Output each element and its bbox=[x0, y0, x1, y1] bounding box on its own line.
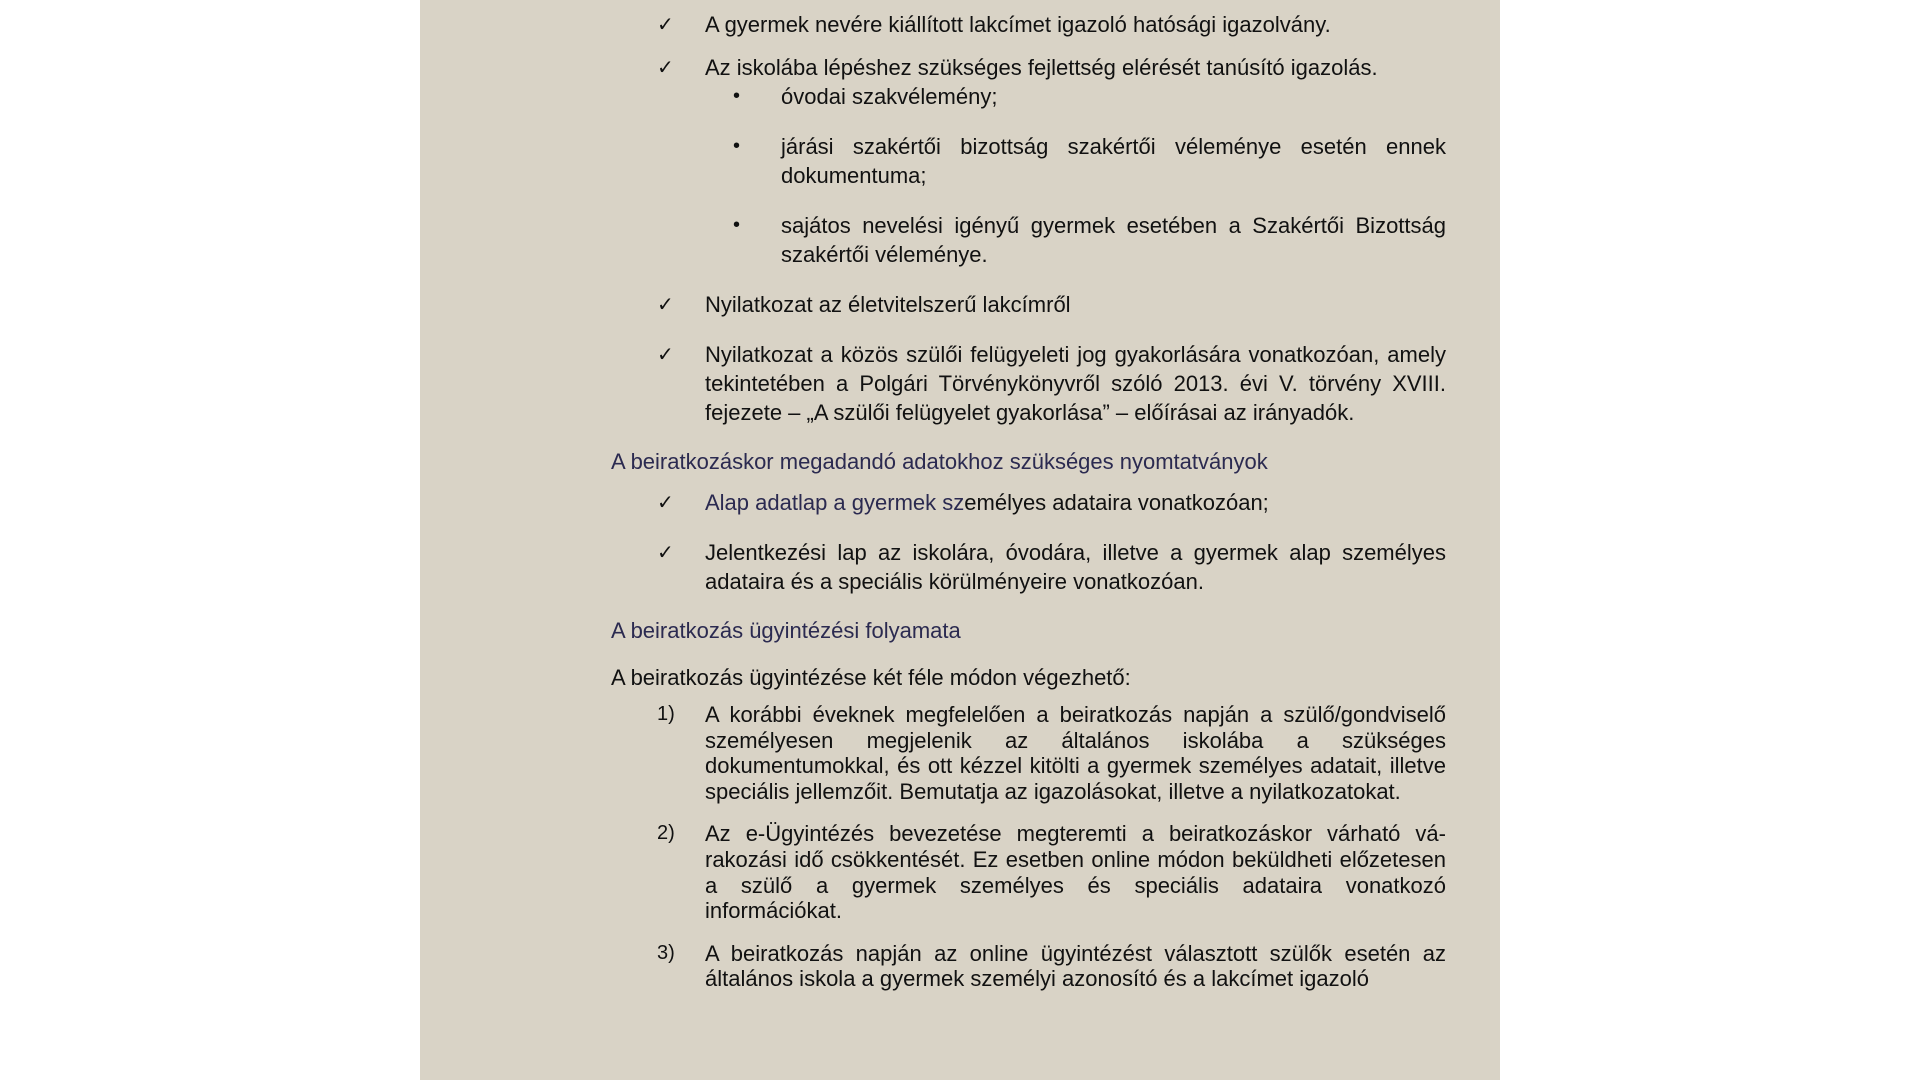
check-mark-icon: ✓ bbox=[657, 490, 674, 514]
list-item-text: Nyilatkozat az életvitelszerű lakcímről bbox=[705, 292, 1071, 317]
bullet-item bbox=[733, 82, 1446, 111]
check-mark-icon: ✓ bbox=[657, 292, 674, 316]
list-item-text: Nyilatkozat a közös szülői felügyeleti jog gyakorlására vonatkozóan, amely tekintetében a Polgári Törvénykönyvről szóló 2013. évi V. törvény XVIII. fejezete – „A szülői felügyelet gyakorlása” – előírásai az irányadók. bbox=[705, 342, 1446, 425]
list-item-text: A gyermek nevére kiállított lakcímet igazoló hatósági igazolvány. bbox=[705, 12, 1331, 37]
list-item bbox=[611, 340, 1446, 427]
list-item bbox=[611, 10, 1446, 39]
bullet-icon: • bbox=[733, 135, 741, 157]
list-item-text: emélyes adataira vonatkozóan; bbox=[964, 490, 1269, 515]
numbered-text: A beiratkozás napján az online ügyintézést választott szülők esetén az általános iskola a gyermek személyi azonosító és a lakcímet igazoló bbox=[705, 940, 1446, 992]
check-mark-icon: ✓ bbox=[657, 55, 674, 79]
bullet-text: járási szakértői bizottság szakértői véleménye esetén ennek dokumentuma; bbox=[781, 134, 1446, 188]
section-heading: A beiratkozás ügyintézési folyamata bbox=[611, 618, 961, 643]
bullet-list bbox=[611, 82, 1446, 269]
check-mark-icon: ✓ bbox=[657, 12, 674, 36]
intro-paragraph: A beiratkozás ügyintézése két féle módon végezhető: bbox=[611, 665, 1131, 690]
numbered-text: Az e-Ügyintézés bevezetése megteremti a beiratkozáskor várható várakozási idő csökkentését. Ez esetben online módon beküldheti előzetesen a szülő a gyermek személyes és speciális adataira vonatkozó információkat. bbox=[705, 821, 1446, 924]
document-content bbox=[611, 0, 1446, 992]
bullet-icon: • bbox=[733, 85, 741, 107]
list-item bbox=[611, 53, 1446, 82]
numbered-item bbox=[611, 821, 1446, 923]
check-mark-icon: ✓ bbox=[657, 342, 674, 366]
bullet-item bbox=[733, 132, 1446, 190]
item-number: 3) bbox=[657, 941, 675, 964]
list-item bbox=[611, 290, 1446, 319]
list-item-text: Jelentkezési lap az iskolára, óvodára, illetve a gyermek alap személyes adataira és a speciális körülményeire vonatkozóan. bbox=[705, 540, 1446, 594]
list-item-text-colored: Alap adatlap a gyermek sz bbox=[705, 490, 965, 515]
section-heading: A beiratkozáskor megadandó adatokhoz szükséges nyomtatványok bbox=[611, 449, 1268, 474]
list-item-text: Az iskolába lépéshez szükséges fejlettség elérését tanúsító igazolás. bbox=[705, 55, 1378, 80]
bullet-text: óvodai szakvélemény; bbox=[781, 84, 998, 109]
check-mark-icon: ✓ bbox=[657, 540, 674, 564]
list-item bbox=[611, 488, 1446, 517]
item-number: 2) bbox=[657, 822, 675, 845]
bullet-icon: • bbox=[733, 214, 741, 236]
list-item bbox=[611, 538, 1446, 596]
document-page bbox=[420, 0, 1500, 1080]
bullet-item bbox=[733, 211, 1446, 269]
numbered-item bbox=[611, 941, 1446, 992]
numbered-text: A korábbi éveknek megfelelően a beiratkozás napján a szülő/gondviselő személyesen megjelenik az általános iskolába a szükséges dokumentumokkal, és ott kézzel kitölti a gyermek személyes adatait, illetve speciális jellemzőit. Bemutatja az igazolásokat, illetve a nyilatkozatokat. bbox=[705, 702, 1446, 804]
numbered-item bbox=[611, 702, 1446, 804]
item-number: 1) bbox=[657, 703, 675, 725]
bullet-text: sajátos nevelési igényű gyermek esetében a Szakértői Bizottság szakértői véleménye. bbox=[781, 213, 1446, 267]
